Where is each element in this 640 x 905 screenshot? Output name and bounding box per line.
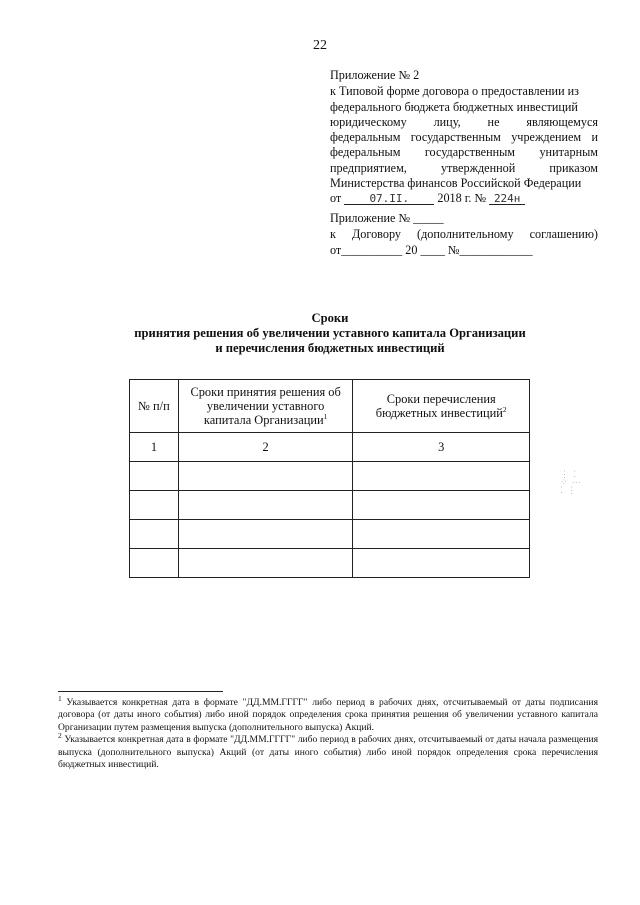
date-prefix: от — [330, 191, 342, 206]
order-date-line — [330, 191, 598, 206]
table-cell — [130, 462, 179, 491]
column-header-transfer-text: Сроки перечисления бюджетных инвестиций — [375, 392, 503, 420]
appendix-agreement-date-line: от__________ 20 ____ №____________ — [330, 242, 533, 257]
table-header-row — [130, 380, 530, 433]
appendix-agreement — [330, 211, 598, 258]
table-row — [130, 549, 530, 578]
footnote-text: Указывается конкретная дата в формате "ДД.ММ.ГГГГ" либо период в рабочих днях, отсчитываемый от даты начала размещения выпуска (дополнительного выпуска) Акций (от даты иного события) либо иной порядок определения срока перечисления бюджетных инвестиций. — [58, 734, 598, 771]
column-number-row — [130, 433, 530, 462]
appendix-header — [330, 68, 598, 207]
table-cell — [353, 549, 530, 578]
table-cell — [353, 462, 530, 491]
appendix-line: предприятием, утвержденной приказом — [330, 160, 598, 175]
terms-table — [129, 379, 530, 578]
column-number: 3 — [353, 433, 530, 462]
footnote — [58, 693, 598, 734]
table-cell — [353, 520, 530, 549]
table-cell — [353, 491, 530, 520]
order-date-value: 07.II. — [344, 193, 434, 205]
table-cell — [178, 491, 353, 520]
column-number: 2 — [178, 433, 353, 462]
order-year: 2018 г. № — [437, 191, 487, 206]
column-header-decision-text: Сроки принятия решения об увеличении уставного капитала Организации — [190, 385, 341, 427]
column-header-transfer-terms — [353, 380, 530, 433]
footnotes — [58, 693, 598, 771]
column-header-number — [130, 380, 179, 433]
heading-line: принятия решения об увеличении уставного капитала Организации — [134, 326, 526, 340]
appendix-line: федеральным государственным учреждением и — [330, 130, 598, 145]
table-row — [130, 462, 530, 491]
footnote — [58, 731, 598, 771]
column-header-decision-terms — [178, 380, 353, 433]
appendix-agreement-line: к Договору (дополнительному соглашению) — [330, 227, 598, 242]
table-cell — [178, 520, 353, 549]
table-cell — [130, 549, 179, 578]
appendix-line: Министерства финансов Российской Федерации — [330, 176, 582, 191]
footnote-text: Указывается конкретная дата в формате "ДД.ММ.ГГГГ" либо период в рабочих днях, отсчитываемый от даты подписания договора (от даты иного события) либо иной порядок определения срока принятия решения об увеличении уставного капитала Организации путем размещения выпуска (дополнительного выпуска) Акций. — [58, 697, 598, 733]
order-number: 224н — [489, 193, 525, 205]
heading-line: и перечисления бюджетных инвестиций — [215, 341, 445, 355]
footnote-separator — [58, 691, 223, 692]
appendix-title: Приложение № 2 — [330, 68, 420, 82]
footnote-mark: 1 — [58, 693, 62, 703]
appendix-line: федерального бюджета бюджетных инвестиций — [330, 99, 578, 114]
footnote-ref: 1 — [323, 411, 328, 421]
scan-artifact: ⋮ ⁚ ⁘ ⋯ ⁚ ⋮ — [560, 469, 582, 495]
column-number: 1 — [130, 433, 179, 462]
table-row — [130, 491, 530, 520]
table-cell — [178, 462, 353, 491]
footnote-ref: 2 — [502, 404, 507, 414]
appendix-line: к Типовой форме договора о предоставлении из — [330, 84, 579, 99]
page-number: 22 — [313, 38, 327, 53]
document-heading — [100, 311, 560, 356]
appendix-line: юридическому лицу, не являющемуся — [330, 114, 598, 129]
appendix-line: федеральным государственным унитарным — [330, 145, 598, 160]
table-cell — [130, 491, 179, 520]
footnote-mark: 2 — [58, 731, 62, 741]
table-row — [130, 520, 530, 549]
heading-line: Сроки — [311, 311, 349, 325]
appendix-agreement-title: Приложение № _____ — [330, 211, 444, 225]
table-cell — [178, 549, 353, 578]
column-header-number-text: № п/п — [138, 399, 170, 413]
table-cell — [130, 520, 179, 549]
